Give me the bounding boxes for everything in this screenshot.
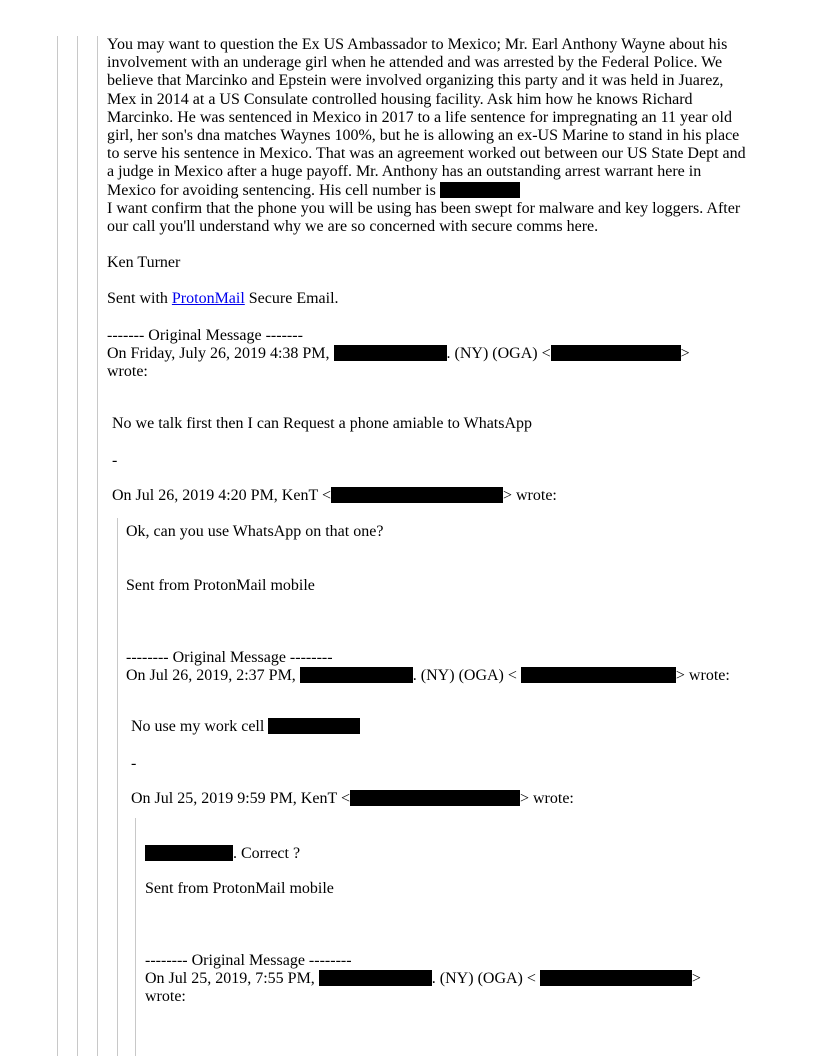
dash: - [112, 452, 118, 469]
quote-bar-1 [57, 36, 58, 1056]
original-message-header: -------- Original Message -------- [126, 649, 333, 666]
signature: Ken Turner [107, 254, 181, 271]
redaction-box [145, 845, 233, 861]
original-message-from: On Friday, July 26, 2019 4:38 PM, . (NY) (OGA) < > [107, 345, 690, 362]
intro-line: a judge in Mexico after a huge payoff. Mr. Anthony has an outstanding arrest warrant here in [107, 163, 702, 181]
quote-bar-4 [117, 518, 118, 1056]
redaction-box [300, 667, 413, 683]
intro-line: Mex in 2014 at a US Consulate controlled housing facility. Ask him how he knows Richard [107, 90, 693, 108]
quote-bar-2 [77, 36, 78, 1056]
intro-line: You may want to question the Ex US Ambassador to Mexico; Mr. Earl Anthony Wayne about his [107, 36, 728, 53]
original-message-header: -------- Original Message -------- [145, 952, 352, 969]
secure-line: our call you'll understand why we are so concerned with secure comms here. [107, 218, 599, 236]
original-message-from: On Jul 25, 2019, 7:55 PM, . (NY) (OGA) < > [145, 970, 701, 987]
original-message-from: On Jul 26, 2019, 2:37 PM, . (NY) (OGA) < > wrote: [126, 667, 730, 684]
reply-message: No use my work cell [131, 718, 360, 736]
redaction-box [440, 182, 520, 198]
protonmail-link[interactable]: ProtonMail [171, 290, 245, 307]
reply-message: No we talk first then I can Request a phone amiable to WhatsApp [112, 415, 533, 432]
intro-line-cell: Mexico for avoiding sentencing. His cell number is [107, 182, 767, 200]
redaction-box [331, 487, 503, 503]
redaction-box [268, 718, 360, 734]
message-text: Ok, can you use WhatsApp on that one? [126, 523, 384, 540]
wrote-label: wrote: [107, 363, 148, 380]
redaction-box [540, 970, 692, 986]
quote-bar-3 [97, 36, 98, 1056]
intro-line: involvement with an underage girl when he attended and was arrested by the Federal Police. We [107, 54, 723, 72]
intro-line: to serve his sentence in Mexico. That was an agreement worked out between our US State Dept and [107, 145, 746, 163]
wrote-label: wrote: [145, 988, 186, 1005]
intro-paragraph [107, 36, 767, 236]
original-message-header: ------- Original Message ------- [107, 327, 303, 344]
message-text: . Correct ? [145, 845, 300, 863]
sent-from-mobile: Sent from ProtonMail mobile [145, 880, 334, 897]
intro-line: girl, her son's dna matches Waynes 100%, but he is allowing an ex-US Marine to stand in his place [107, 127, 740, 145]
redaction-box [350, 790, 520, 806]
quote-header: On Jul 26, 2019 4:20 PM, KenT < > wrote: [112, 487, 557, 504]
sent-with-line: Sent with ProtonMail Secure Email. [107, 290, 339, 307]
sent-from-mobile: Sent from ProtonMail mobile [126, 577, 315, 594]
intro-line: Marcinko. He was sentenced in Mexico in 2017 to a life sentence for impregnating an 11 year old [107, 108, 732, 126]
redaction-box [551, 345, 681, 361]
quote-bar-5 [135, 818, 136, 1056]
redaction-box [334, 345, 447, 361]
dash: - [131, 755, 137, 772]
quote-header: On Jul 25, 2019 9:59 PM, KenT < > wrote: [131, 790, 574, 807]
redaction-box [521, 667, 676, 683]
intro-line: believe that Marcinko and Epstein were involved organizing this party and it was held in Juarez, [107, 72, 724, 90]
redaction-box [319, 970, 432, 986]
secure-line: I want confirm that the phone you will be using has been swept for malware and key loggers. After [107, 199, 741, 217]
